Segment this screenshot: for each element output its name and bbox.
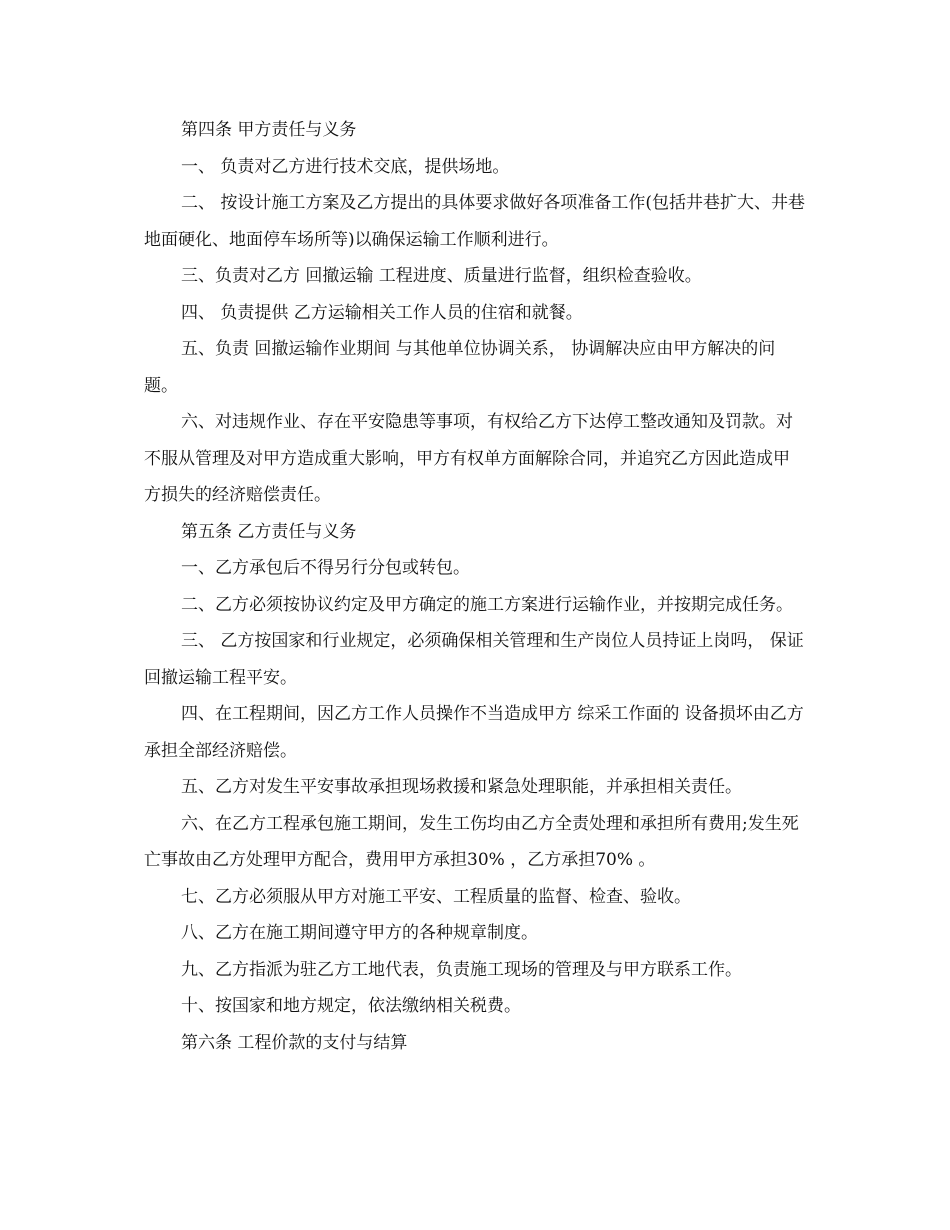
clause-paragraph: 一、 负责对乙方进行技术交底，提供场地。 [181, 156, 510, 177]
section-heading-article-6: 第六条 工程价款的支付与结算 [181, 1032, 408, 1053]
clause-paragraph: 一、乙方承包后不得另行分包或转包。 [181, 558, 470, 578]
clause-paragraph: 三、 乙方按国家和行业规定，必须确保相关管理和生产岗位人员持证上岗吗， 保证回撤运输工程平安。 [144, 631, 804, 688]
clause-paragraph: 六、在乙方工程承包施工期间，发生工伤均由乙方全责处理和承担所有费用;发生死亡事故由乙方处理甲方配合，费用甲方承担30% ，乙方承担70% 。 [144, 813, 799, 870]
clause-paragraph: 二、乙方必须按协议约定及甲方确定的施工方案进行运输作业，并按期完成任务。 [181, 594, 793, 615]
section-heading-article-5: 第五条 乙方责任与义务 [181, 521, 357, 542]
clause-paragraph: 六、对违规作业、存在平安隐患等事项，有权给乙方下达停工整改通知及罚款。对不服从管理及对甲方造成重大影响，甲方有权单方面解除合同，并追究乙方因此造成甲方损失的经济赔偿责任。 [144, 412, 793, 505]
clause-paragraph: 十、按国家和地方规定，依法缴纳相关税费。 [181, 996, 521, 1016]
clause-paragraph: 四、在工程期间，因乙方工作人员操作不当造成甲方 综采工作面的 设备损坏由乙方承担全部经济赔偿。 [144, 704, 804, 761]
clause-paragraph: 五、乙方对发生平安事故承担现场救援和紧急处理职能，并承担相关责任。 [181, 777, 742, 797]
clause-paragraph: 二、 按设计施工方案及乙方提出的具体要求做好各项准备工作(包括井巷扩大、井巷地面硬化、地面停车场所等)以确保运输工作顺利进行。 [144, 193, 806, 250]
clause-paragraph: 八、乙方在施工期间遵守甲方的各种规章制度。 [181, 923, 538, 943]
clause-paragraph: 九、乙方指派为驻乙方工地代表，负责施工现场的管理及与甲方联系工作。 [181, 959, 742, 980]
clause-paragraph: 七、乙方必须服从甲方对施工平安、工程质量的监督、检查、验收。 [181, 886, 691, 907]
clause-paragraph: 四、 负责提供 乙方运输相关工作人员的住宿和就餐。 [181, 302, 583, 323]
document-body [144, 112, 806, 1061]
clause-paragraph: 三、负责对乙方 回撤运输 工程进度、质量进行监督，组织检查验收。 [181, 266, 702, 286]
clause-paragraph: 五、负责 回撤运输作业期间 与其他单位协调关系， 协调解决应由甲方解决的问题。 [144, 339, 776, 396]
section-heading-article-4: 第四条 甲方责任与义务 [181, 120, 357, 140]
